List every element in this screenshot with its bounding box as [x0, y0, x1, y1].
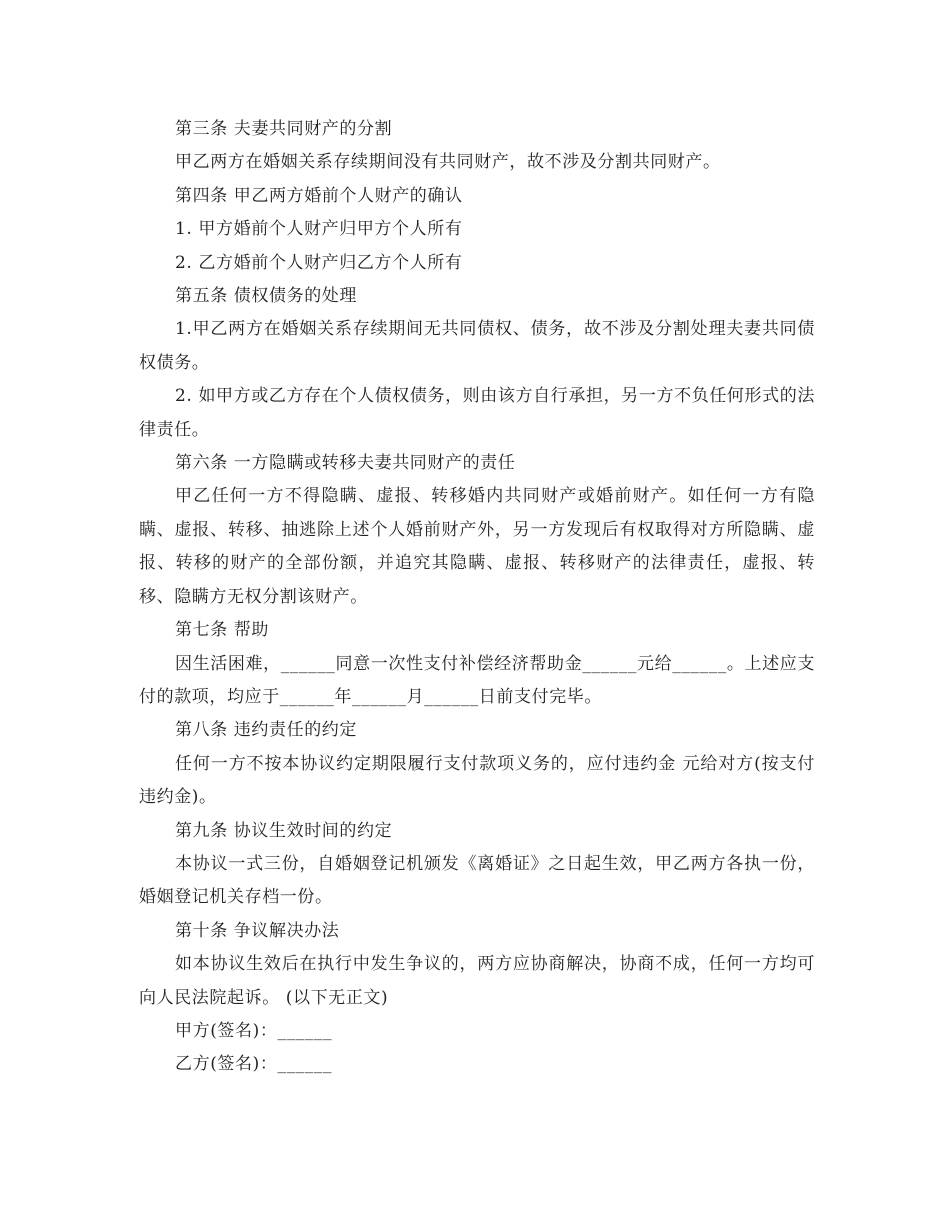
article-5-item-2: 2. 如甲方或乙方存在个人债权债务，则由该方自行承担，另一方不负任何形式的法律责任。	[139, 386, 815, 440]
article-3-heading: 第三条 夫妻共同财产的分割	[175, 119, 393, 139]
article-7-body: 因生活困难，______同意一次性支付补偿经济帮助金______元给______。上述应支付的款项，均应于______年______月______日前支付完毕。	[139, 653, 815, 707]
article-4-heading: 第四条 甲乙两方婚前个人财产的确认	[175, 185, 463, 206]
party-b-signature-line: 乙方(签名)：______	[175, 1054, 333, 1075]
article-8-body: 任何一方不按本协议约定期限履行支付款项义务的，应付违约金 元给对方(按支付违约金)。	[139, 753, 815, 808]
article-9-heading: 第九条 协议生效时间的约定	[175, 820, 393, 841]
article-5-item-1: 1.甲乙两方在婚姻关系存续期间无共同债权、债务，故不涉及分割处理夫妻共同债权债务。	[139, 319, 815, 373]
article-10-heading: 第十条 争议解决办法	[175, 920, 340, 941]
party-a-signature-line: 甲方(签名)：______	[175, 1020, 333, 1041]
article-7-heading: 第七条 帮助	[175, 620, 270, 641]
document-body	[139, 113, 815, 1082]
article-5-heading: 第五条 债权债务的处理	[175, 286, 358, 307]
article-4-item-2: 2. 乙方婚前个人财产归乙方个人所有	[175, 252, 463, 273]
article-4-item-1: 1. 甲方婚前个人财产归甲方个人所有	[175, 219, 463, 240]
article-3-body: 甲乙两方在婚姻关系存续期间没有共同财产，故不涉及分割共同财产。	[175, 152, 721, 173]
article-6-heading: 第六条 一方隐瞒或转移夫妻共同财产的责任	[175, 453, 516, 474]
article-6-body: 甲乙任何一方不得隐瞒、虚报、转移婚内共同财产或婚前财产。如任何一方有隐瞒、虚报、转移、抽逃除上述个人婚前财产外，另一方发现后有权取得对方所隐瞒、虚报、转移的财产的全部份额，并追究其隐瞒、虚报、转移财产的法律责任，虚报、转移、隐瞒方无权分割该财产。	[139, 486, 815, 607]
article-8-heading: 第八条 违约责任的约定	[175, 720, 358, 741]
article-9-body: 本协议一式三份，自婚姻登记机颁发《离婚证》之日起生效，甲乙两方各执一份，婚姻登记机关存档一份。	[139, 853, 815, 908]
article-10-body: 如本协议生效后在执行中发生争议的，两方应协商解决，协商不成，任何一方均可向人民法院起诉。 (以下无正文)	[139, 954, 815, 1008]
